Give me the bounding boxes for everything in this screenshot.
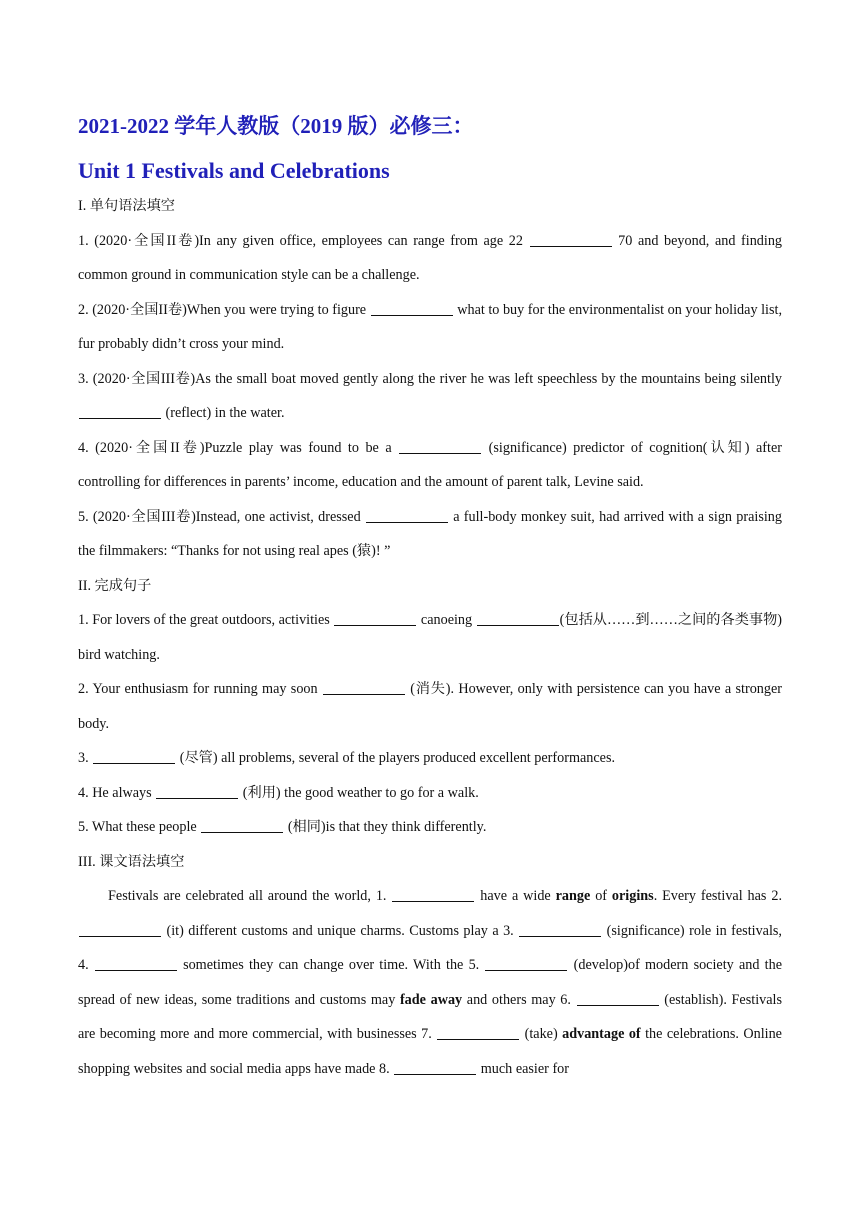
answer-blank[interactable] (577, 991, 659, 1006)
bold-phrase: advantage of (562, 1026, 641, 1042)
section-3-heading: III. 课文语法填空 (78, 853, 185, 870)
section-2-item-3: 3. (尽管) all problems, several of the players produced excellent performances. (78, 750, 616, 766)
answer-blank[interactable] (323, 680, 405, 695)
section-1-item-3: 3. (2020·全国III卷)As the small boat moved gently along the river he was left speechless by the mountains being silently (reflect) in the water. (78, 370, 782, 421)
section-1-item-4: 4. (2020·全国II卷)Puzzle play was found to be a (significance) predictor of cognition(认知) after controlling for differences in parents’ income, education and the amount of parent talk, Levine said. (78, 439, 782, 490)
section-3-passage: Festivals are celebrated all around the world, 1. have a wide range of origins. Every festival has 2. (it) different customs and unique charms. Customs play a 3. (significance) role in festivals, 4. sometimes they can change over time. With the 5. (develop)of modern society and the spread of new ideas, some traditions and customs may fade away and others may 6. (establish). Festivals are becoming more and more commercial, with businesses 7. (take) advantage of the celebrations. Online shopping websites and social media apps have made 8. much easier for (78, 888, 782, 1077)
answer-blank[interactable] (519, 922, 601, 937)
answer-blank[interactable] (156, 784, 238, 799)
section-1-item-5: 5. (2020·全国III卷)Instead, one activist, dressed a full-body monkey suit, had arrived with a sign praising the filmmakers: “Thanks for not using real apes (猿)! ” (78, 508, 782, 559)
answer-blank[interactable] (79, 404, 161, 419)
answer-blank[interactable] (392, 887, 474, 902)
section-2-item-2: 2. Your enthusiasm for running may soon (消失). However, only with persistence can you have a stronger body. (78, 681, 783, 732)
bold-phrase: fade away (399, 991, 463, 1008)
answer-blank[interactable] (530, 232, 612, 247)
answer-blank[interactable] (95, 956, 177, 971)
answer-blank[interactable] (93, 749, 175, 764)
section-1-heading: I. 单句语法填空 (78, 198, 175, 214)
unit-title: Unit 1 Festivals and Celebrations (78, 158, 390, 183)
answer-blank[interactable] (399, 439, 481, 454)
document-title: 2021-2022 学年人教版（2019 版）必修三： (78, 114, 474, 138)
section-2-heading: II. 完成句子 (78, 577, 152, 594)
answer-blank[interactable] (485, 956, 567, 971)
answer-blank[interactable] (394, 1060, 476, 1075)
section-2-item-5: 5. What these people (相同)is that they think differently. (78, 819, 487, 835)
answer-blank[interactable] (334, 611, 416, 626)
section-2-item-4: 4. He always (利用) the good weather to go for a walk. (78, 784, 479, 801)
bold-phrase: origins (611, 888, 654, 904)
answer-blank[interactable] (477, 611, 559, 626)
answer-blank[interactable] (79, 922, 161, 937)
answer-blank[interactable] (201, 818, 283, 833)
section-2-item-1: 1. For lovers of the great outdoors, activities canoeing (包括从……到……之间的各类事物) bird watching. (78, 612, 782, 663)
document-page (78, 110, 782, 1086)
section-1-item-1: 1. (2020·全国II卷)In any given office, employees can range from age 22 70 and beyond, and finding common ground in communication style can be a challenge. (78, 232, 783, 283)
answer-blank[interactable] (371, 301, 453, 316)
answer-blank[interactable] (366, 508, 448, 523)
bold-phrase: range (555, 888, 591, 904)
answer-blank[interactable] (437, 1025, 519, 1040)
section-1-item-2: 2. (2020·全国II卷)When you were trying to figure what to buy for the environmentalist on your holiday list, fur probably didn’t cross your mind. (78, 301, 782, 352)
